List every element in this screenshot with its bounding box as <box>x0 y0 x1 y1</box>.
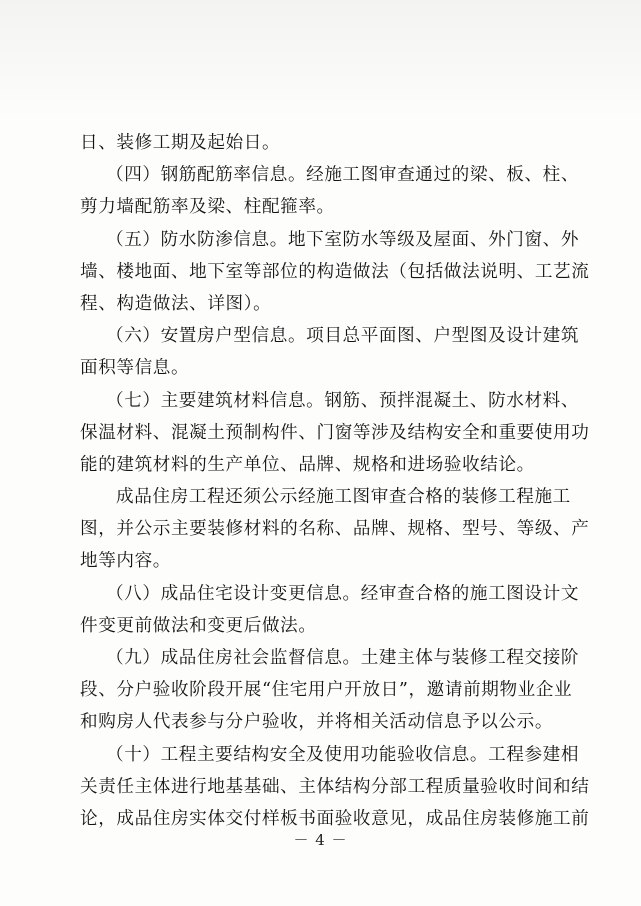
text-line: 能的建筑材料的生产单位、品牌、规格和进场验收结论。 <box>80 454 535 475</box>
page-number: － 4 － <box>293 831 348 849</box>
scan-shadow <box>0 0 641 120</box>
text-line: 关责任主体进行地基基础、主体结构分部工程质量验收时间和结 <box>80 776 590 797</box>
text-line: （六）安置房户型信息。项目总平面图、户型图及设计建筑 <box>106 326 580 347</box>
text-line: （五）防水防渗信息。地下室防水等级及屋面、外门窗、外 <box>106 229 580 250</box>
text-line: （十）工程主要结构安全及使用功能验收信息。工程参建相 <box>106 744 580 765</box>
text-line: 论，成品住房实体交付样板书面验收意见，成品住房装修施工前 <box>80 808 590 829</box>
text-line: 墙、楼地面、地下室等部位的构造做法（包括做法说明、工艺流 <box>80 261 590 282</box>
text-line: 图，并公示主要装修材料的名称、品牌、规格、型号、等级、产 <box>80 519 590 540</box>
text-line: 地等内容。 <box>80 551 171 572</box>
text-line: 段、分户验收阶段开展“住宅用户开放日”，邀请前期物业企业 <box>80 680 573 701</box>
text-line: （七）主要建筑材料信息。钢筋、预拌混凝土、防水材料、 <box>106 390 580 411</box>
text-line: （九）成品住房社会监督信息。土建主体与装修工程交接阶 <box>106 648 580 668</box>
text-line: （八）成品住宅设计变更信息。经审查合格的施工图设计文 <box>106 583 580 604</box>
text-line: （四）钢筋配筋率信息。经施工图审查通过的梁、板、柱、 <box>106 165 580 186</box>
text-line: 成品住房工程还须公示经施工图审查合格的装修工程施工 <box>116 487 571 508</box>
text-line: 日、装修工期及起始日。 <box>80 133 281 153</box>
text-line: 面积等信息。 <box>80 358 190 379</box>
document-body <box>80 127 590 835</box>
text-line: 保温材料、混凝土预制构件、门窗等涉及结构安全和重要使用功 <box>80 422 590 443</box>
text-line: 剪力墙配筋率及梁、柱配箍率。 <box>80 197 335 218</box>
text-line: 和购房人代表参与分户验收，并将相关活动信息予以公示。 <box>80 712 554 733</box>
text-line: 件变更前做法和变更后做法。 <box>80 615 317 636</box>
text-line: 程、构造做法、详图）。 <box>80 293 272 314</box>
